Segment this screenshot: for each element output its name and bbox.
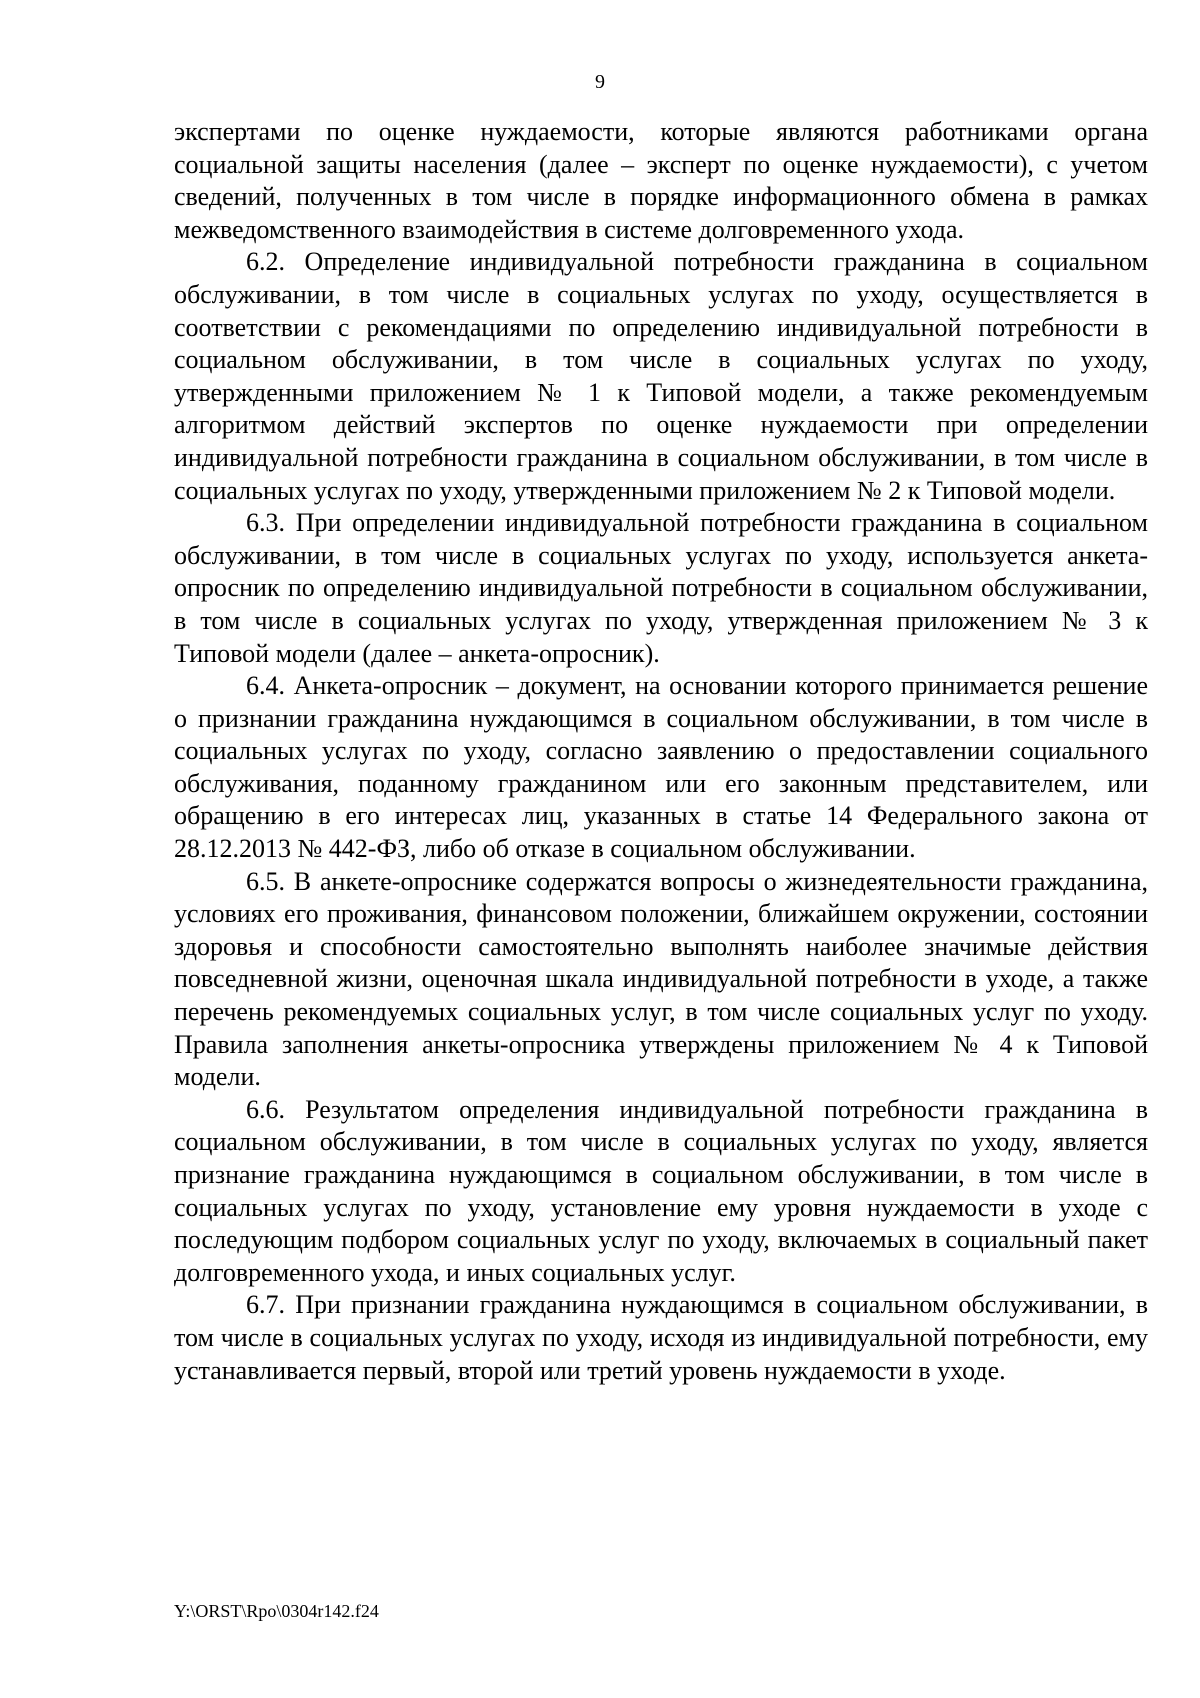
paragraph-continuation: экспертами по оценке нуждаемости, которые являются работниками органа социальной защиты населения (далее – эксперт по оценке нуждаемости), с учетом сведений, полученных в том числе в порядке информационного обмена в рамках межведомственного взаимодействия в системе долговременного ухода. (174, 117, 1148, 244)
paragraph-6-4: 6.4. Анкета-опросник – документ, на основании которого принимается решение о признании гражданина нуждающимся в социальном обслуживании, в том числе в социальных услугах по уходу, согласно заявлению о предоставлении социального обслуживания, поданному гражданином или его законным представителем, или обращению в его интересах лиц, указанных в статье 14 Федерального закона от 28.12.2013 № 442-ФЗ, либо об отказе в социальном обслуживании. (174, 671, 1148, 864)
document-body (174, 116, 1148, 1387)
paragraph-6-5: 6.5. В анкете-опроснике содержатся вопросы о жизнедеятельности гражданина, условиях его проживания, финансовом положении, ближайшем окружении, состоянии здоровья и способности самостоятельно выполнять наиболее значимые действия повседневной жизни, оценочная шкала индивидуальной потребности в уходе, а также перечень рекомендуемых социальных услуг, в том числе социальных услуг по уходу. Правила заполнения анкеты-опросника утверждены приложением № 4 к Типовой модели. (174, 866, 1148, 1092)
page-number: 9 (595, 71, 605, 93)
paragraph-6-2: 6.2. Определение индивидуальной потребности гражданина в социальном обслуживании, в том числе в социальных услугах по уходу, осуществляется в соответствии с рекомендациями по определению индивидуальной потребности в социальном обслуживании, в том числе в социальных услугах по уходу, утвержденными приложением № 1 к Типовой модели, а также рекомендуемым алгоритмом действий экспертов по оценке нуждаемости при определении индивидуальной потребности гражданина в социальном обслуживании, в том числе в социальных услугах по уходу, утвержденными приложением № 2 к Типовой модели. (174, 247, 1148, 505)
file-path-footer: Y:\ORST\Rpo\0304r142.f24 (174, 1601, 379, 1621)
paragraph-6-6: 6.6. Результатом определения индивидуальной потребности гражданина в социальном обслуживании, в том числе в социальных услугах по уходу, является признание гражданина нуждающимся в социальном обслуживании, в том числе в социальных услугах по уходу, установление ему уровня нуждаемости в уходе с последующим подбором социальных услуг по уходу, включаемых в социальный пакет долговременного ухода, и иных социальных услуг. (174, 1094, 1148, 1287)
paragraph-6-7: 6.7. При признании гражданина нуждающимся в социальном обслуживании, в том числе в социальных услугах по уходу, исходя из индивидуальной потребности, ему устанавливается первый, второй или третий уровень нуждаемости в уходе. (174, 1290, 1148, 1385)
paragraph-6-3: 6.3. При определении индивидуальной потребности гражданина в социальном обслуживании, в том числе в социальных услугах по уходу, используется анкета-опросник по определению индивидуальной потребности в социальном обслуживании, в том числе в социальных услугах по уходу, утвержденная приложением № 3 к Типовой модели (далее – анкета-опросник). (174, 508, 1148, 668)
